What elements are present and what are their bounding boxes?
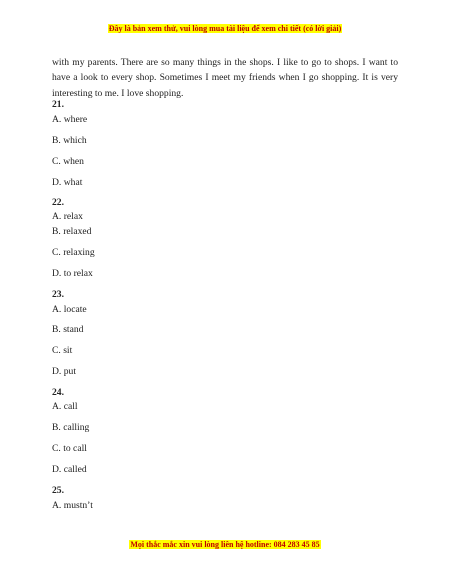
answer-option: C. sit [52, 345, 73, 356]
footer-banner-text: Mọi thắc mắc xin vui lòng liên hệ hotline: 084 283 45 85 [130, 540, 320, 549]
answer-option: B. stand [52, 324, 84, 335]
header-banner [0, 24, 450, 34]
answer-option: D. called [52, 464, 87, 475]
question-number: 23. [52, 289, 64, 300]
answer-option: A. relax [52, 211, 83, 222]
question-number: 21. [52, 99, 64, 110]
header-banner-text: Đây là bản xem thử, vui lòng mua tài liệu để xem chi tiết (có lời giải) [108, 24, 342, 33]
question-number: 25. [52, 485, 64, 496]
answer-option: B. relaxed [52, 226, 92, 237]
answer-option: D. to relax [52, 268, 93, 279]
answer-option: D. what [52, 177, 83, 188]
footer-banner [0, 540, 450, 550]
answer-option: B. calling [52, 422, 90, 433]
answer-option: A. call [52, 401, 78, 412]
question-number: 22. [52, 197, 64, 208]
answer-option: A. mustn’t [52, 500, 93, 511]
answer-option: A. where [52, 114, 88, 125]
reading-passage: with my parents. There are so many things in the shops. I like to go to shops. I want to have a look to every shop. Sometimes I meet my friends when I go shopping. It is very interesting to me. I love shopping. [52, 57, 398, 99]
answer-option: C. to call [52, 443, 87, 454]
question-number: 24. [52, 387, 64, 398]
answer-option: C. when [52, 156, 84, 167]
answer-option: A. locate [52, 304, 87, 315]
answer-option: B. which [52, 135, 87, 146]
answer-option: C. relaxing [52, 247, 95, 258]
answer-option: D. put [52, 366, 76, 377]
